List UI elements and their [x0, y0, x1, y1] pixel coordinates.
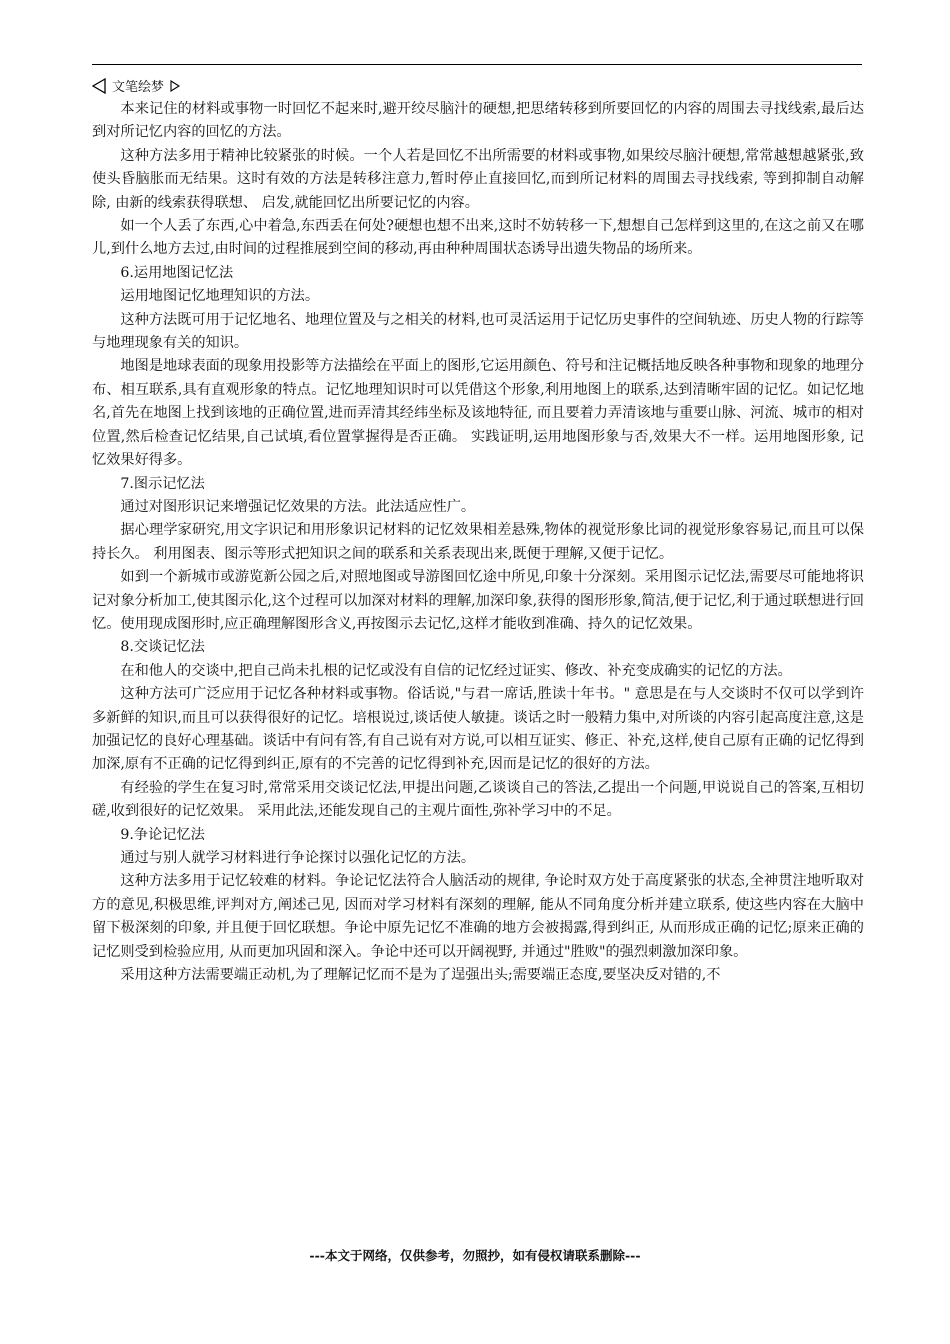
- paragraph: 采用这种方法需要端正动机,为了理解记忆而不是为了逞强出头;需要端正态度,要坚决反对错的,不: [120, 967, 721, 984]
- paragraph: 运用地图记忆地理知识的方法。: [120, 288, 320, 305]
- paragraph: 地图是地球表面的现象用投影等方法描绘在平面上的图形,它运用颜色、符号和注记概括地反映各种事物和现象的地理分布、相互联系,具有直观形象的特点。记忆地理知识时可以凭借这个形象,利用地图上的联系,达到清晰牢固的记忆。如记忆地名,首先在地图上找到该地的正确位置,进而弄清其经纬坐标及该地特征, 而且要着力弄清该地与重要山脉、河流、城市的相对位置,然后检查记忆结果,自己试填,看位置掌握得是否正确。 实践证明,运用地图形象与否,效果大不一样。运用地图形象, 记忆效果好得多。: [92, 358, 864, 469]
- triangle-right-icon: [170, 80, 180, 92]
- section-heading: 6.运用地图记忆法: [120, 264, 234, 281]
- paragraph: 这种方法多用于记忆较难的材料。争论记忆法符合人脑活动的规律, 争论时双方处于高度紧张的状态,全神贯注地听取对方的意见,积极思维,评判对方,阐述己见, 因而对学习材料有深刻的理解, 能从不同角度分析并建立联系, 使这些内容在大脑中留下极深刻的印象, 并且便于回忆联想。争论中原先记忆不准确的地方会被揭露,得到纠正, 从而形成正确的记忆;原来正确的记忆则受到检验应用, 从而更加巩固和深入。争论中还可以开阔视野, 并通过"胜败"的强烈刺激加深印象。: [92, 873, 864, 960]
- page-header: [92, 76, 180, 95]
- paragraph: 这种方法既可用于记忆地名、地理位置及与之相关的材料,也可灵活运用于记忆历史事件的空间轨迹、历史人物的行踪等与地理现象有关的知识。: [92, 311, 864, 352]
- paragraph: 通过与别人就学习材料进行争论探讨以强化记忆的方法。: [120, 850, 476, 866]
- section-heading: 8.交谈记忆法: [120, 639, 205, 656]
- triangle-left-icon: [92, 78, 106, 94]
- footer-disclaimer: ---本文于网络，仅供参考，勿照抄，如有侵权请联系删除---: [309, 1248, 641, 1263]
- paragraph: 有经验的学生在复习时,常常采用交谈记忆法,甲提出问题,乙谈谈自己的答法,乙提出一个问题,甲说说自己的答案,互相切磋,收到很好的记忆效果。 采用此法,还能发现自己的主观片面性,弥补学习中的不足。: [92, 779, 864, 820]
- section-heading: 7.图示记忆法: [120, 475, 205, 492]
- header-rule: [92, 64, 862, 65]
- paragraph: 如一个人丢了东西,心中着急,东西丢在何处?硬想也想不出来,这时不妨转移一下,想想自己怎样到这里的,在这之前又在哪儿,到什么地方去过,由时间的过程推展到空间的移动,再由种种周围状态诱导出遗失物品的场所来。: [92, 218, 864, 258]
- header-title: 文笔绘梦: [112, 80, 165, 95]
- paragraph: 本来记住的材料或事物一时回忆不起来时,避开绞尽脑汁的硬想,把思绪转移到所要回忆的内容的周围去寻找线索,最后达到对所记忆内容的回忆的方法。: [92, 101, 864, 141]
- paragraph: 如到一个新城市或游览新公园之后,对照地图或导游图回忆途中所见,印象十分深刻。采用图示记忆法,需要尽可能地将识记对象分析加工,使其图示化,这个过程可以加深对材料的理解,加深印象,获得的图形形象,简洁,便于记忆,利于通过联想进行回忆。使用现成图形时,应正确理解图形含义,再按图示去记忆,这样才能收到准确、持久的记忆效果。: [92, 569, 864, 632]
- document-body: [92, 98, 864, 987]
- paragraph: 在和他人的交谈中,把自己尚未扎根的记忆或没有自信的记忆经过证实、修改、补充变成确实的记忆的方法。: [120, 662, 792, 679]
- paragraph: 这种方法可广泛应用于记忆各种材料或事物。俗话说,"与君一席话,胜读十年书。" 意思是在与人交谈时不仅可以学到许多新鲜的知识,而且可以获得很好的记忆。培根说过,谈话使人敏捷。谈话之时一般精力集中,对所谈的内容引起高度注意,这是加强记忆的良好心理基础。谈话中有问有答,有自己说有对方说,可以相互证实、修正、补充,这样,使自己原有正确的记忆得到加深,原有不正确的记忆得到纠正,原有的不完善的记忆得到补充,因而是记忆的很好的方法。: [92, 686, 864, 773]
- paragraph: 这种方法多用于精神比较紧张的时候。一个人若是回忆不出所需要的材料或事物,如果绞尽脑汁硬想,常常越想越紧张,致使头昏脑胀而无结果。这时有效的方法是转移注意力,暂时停止直接回忆,而到所记材料的周围去寻找线索, 等到抑制自动解除, 由新的线索获得联想、 启发,就能回忆出所要记忆的内容。: [92, 147, 864, 211]
- section-heading: 9.争论记忆法: [120, 826, 205, 843]
- paragraph: 通过对图形识记来增强记忆效果的方法。此法适应性广。: [120, 498, 476, 515]
- paragraph: 据心理学家研究,用文字识记和用形象识记材料的记忆效果相差悬殊,物体的视觉形象比词的视觉形象容易记,而且可以保持长久。 利用图表、图示等形式把知识之间的联系和关系表现出来,既便于理解,又便于记忆。: [92, 522, 864, 562]
